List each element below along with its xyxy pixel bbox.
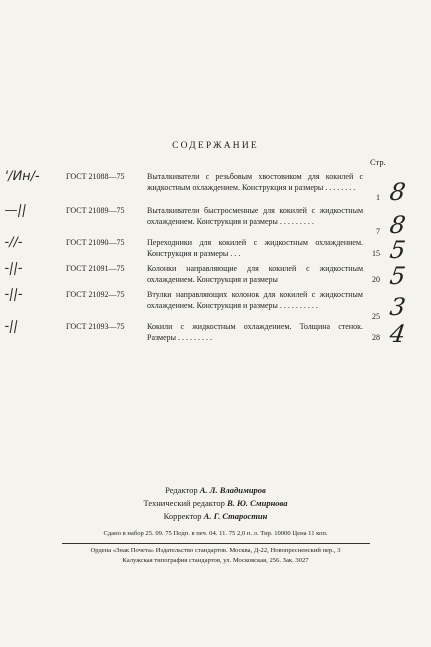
toc-entry[interactable] xyxy=(0,319,431,362)
gost-number: ГОСТ 21092—75 xyxy=(66,290,125,299)
page-column-label: Стр. xyxy=(370,157,386,167)
handwritten-number: 8 xyxy=(388,211,408,239)
handwritten-number: 8 xyxy=(388,178,408,206)
page-number: 7 xyxy=(376,227,380,236)
tech-editor-role: Технический редактор xyxy=(143,498,225,508)
handwritten-mark: -||- xyxy=(3,261,24,276)
printer-line: Калужская типография стандартов, ул. Московская, 256. Зак. 3027 xyxy=(122,557,309,564)
editor-line xyxy=(0,484,431,497)
entry-title: Выталкиватели с резьбовым хвостовиком для кокилей с жидкостным охлаждением. Конструкция и размеры . . . . . . . . xyxy=(147,172,363,192)
corrector-role: Корректор xyxy=(163,511,202,521)
page-number: 20 xyxy=(372,275,380,284)
editor-role: Редактор xyxy=(165,485,198,495)
handwritten-mark: '/Ин/- xyxy=(3,169,42,184)
print-imprint: Сдано в набор 25. 09. 75 Подп. в печ. 04. 11. 75 2,0 п. л. Тир. 10000 Цена 11 коп. xyxy=(103,530,328,537)
page-number: 25 xyxy=(372,312,380,321)
page-number: 28 xyxy=(372,333,380,342)
contents-title: СОДЕРЖАНИЕ xyxy=(172,141,259,151)
gost-number: ГОСТ 21089—75 xyxy=(66,206,125,215)
entry-title: Переходники для кокилей с жидкостным охлаждением. Конструкция и размеры . . . xyxy=(147,238,363,258)
entry-title: Втулки направляющих колонок для кокилей с жидкостным охлаждением. Конструкция и размеры . . . . . . . . . . xyxy=(147,290,363,310)
editor-name: А. Л. Владимиров xyxy=(199,485,266,495)
handwritten-number: 4 xyxy=(388,320,408,348)
corrector-line xyxy=(0,510,431,523)
corrector-name: А. Г. Старостин xyxy=(203,511,268,521)
tech-editor-name: В. Ю. Смирнова xyxy=(226,498,288,508)
gost-number: ГОСТ 21091—75 xyxy=(66,264,125,273)
tech-editor-line xyxy=(0,497,431,510)
divider xyxy=(62,543,370,544)
handwritten-mark: —|| xyxy=(3,203,28,218)
handwritten-number: 5 xyxy=(388,236,408,264)
publisher-info xyxy=(0,546,431,566)
entry-title: Выталкиватели быстросменные для кокилей с жидкостным охлаждением. Конструкция и размеры . . . . . . . . . xyxy=(147,206,363,226)
entry-title: Кокили с жидкостным охлаждением. Толщина стенок. Размеры . . . . . . . . . xyxy=(147,322,363,342)
gost-number: ГОСТ 21090—75 xyxy=(66,238,125,247)
entry-title: Колонки направляющие для кокилей с жидкостным охлаждением. Конструкция и размеры xyxy=(147,264,363,284)
gost-number: ГОСТ 21093—75 xyxy=(66,322,125,331)
handwritten-mark: -//- xyxy=(3,235,24,250)
page-number: 15 xyxy=(372,249,380,258)
credits-block xyxy=(0,484,431,523)
handwritten-number: 5 xyxy=(388,262,408,290)
handwritten-mark: -|| xyxy=(3,319,20,334)
publisher-line: Ордена «Знак Почета» Издательство стандартов. Москва, Д-22, Новопресненский пер., 3 xyxy=(90,547,341,554)
handwritten-mark: -||- xyxy=(3,287,24,302)
handwritten-number: 3 xyxy=(388,293,408,321)
gost-number: ГОСТ 21088—75 xyxy=(66,172,125,181)
page-number: 1 xyxy=(376,193,380,202)
